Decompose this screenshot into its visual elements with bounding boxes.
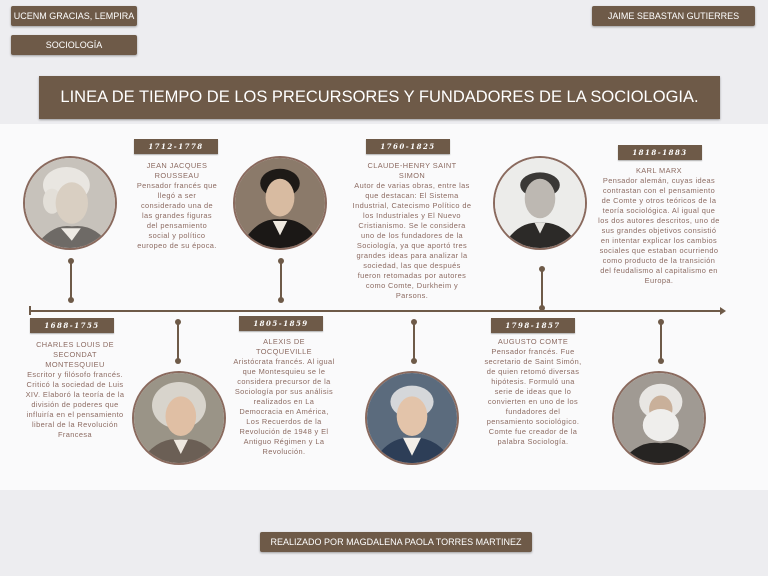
entry-comte-name: AUGUSTO COMTE	[497, 337, 569, 346]
entry-comte-description: Pensador francés. Fue secretario de Saint Simón, de quien retomó diversas hipótesis. Formuló una serie de ideas que lo convierten en uno de los fundadores del pensamiento sociológico. Comte fue creador de la palabra Sociología.	[484, 347, 582, 446]
entry-tocqueville-name: ALEXIS DE TOCQUEVILLE	[255, 337, 312, 356]
entry-saint-simon	[352, 161, 472, 301]
stem-comte	[541, 270, 543, 308]
portrait-rousseau-icon	[132, 371, 226, 465]
page-title: LINEA DE TIEMPO DE LOS PRECURSORES Y FUNDADORES DE LA SOCIOLOGIA.	[39, 76, 720, 119]
timeline-axis-start	[29, 306, 31, 315]
entry-rousseau-name: JEAN JACQUES ROUSSEAU	[146, 161, 208, 180]
stem-dot	[411, 358, 417, 364]
entry-tocqueville-description: Aristócrata francés. Al igual que Montesquieu se le considera precursor de la Sociología por sus análisis realizados en La Democracia en América, Los Recuerdos de la Revolución de 1948 y El Antiguo Régimen y La Revolución.	[233, 357, 335, 456]
stem-montesquieu	[70, 262, 72, 300]
timeline-axis	[30, 310, 723, 312]
entry-marx-name: KARL MARX	[635, 166, 683, 175]
entry-montesquieu-name: CHARLES LOUIS DE SECONDAT MONTESQUIEU	[36, 340, 114, 369]
stem-marx	[660, 323, 662, 361]
entry-comte	[484, 337, 582, 447]
subject-label: SOCIOLOGÍA	[11, 35, 137, 55]
entry-montesquieu-description: Escritor y filósofo francés. Criticó la sociedad de Luis XIV. Elaboró la teoría de la división de poderes que influiría en el pensamiento liberal de la Revolución Francesa	[25, 370, 125, 439]
stem-dot	[411, 319, 417, 325]
timeline-arrow-icon	[720, 307, 726, 315]
stem-dot	[68, 297, 74, 303]
date-tocqueville: 1805-1859	[239, 316, 323, 331]
portrait-tocqueville-icon	[233, 156, 327, 250]
entry-marx	[598, 166, 720, 286]
date-saint-simon: 1760-1825	[366, 139, 450, 154]
date-montesquieu: 1688-1755	[30, 318, 114, 333]
date-comte: 1798-1857	[491, 318, 575, 333]
entry-rousseau	[136, 161, 218, 251]
stem-dot	[539, 266, 545, 272]
footer-credit: REALIZADO POR MAGDALENA PAOLA TORRES MARTINEZ	[260, 532, 532, 552]
portrait-marx-icon	[612, 371, 706, 465]
student-label: JAIME SEBASTAN GUTIERRES	[592, 6, 755, 26]
entry-saint-simon-description: Autor de varias obras, entre las que destacan: El Sistema Industrial, Catecismo Político de los Industriales y El Nuevo Cristianismo. Se le considera uno de los fundadores de la Sociología, ya que aportó tres grandes ideas para analizar la sociedad, las que después fueron retomadas por autores como Comte, Durkheim y Parsons.	[352, 181, 472, 300]
stem-dot	[278, 258, 284, 264]
stem-dot	[68, 258, 74, 264]
stem-dot	[658, 319, 664, 325]
school-label: UCENM GRACIAS, LEMPIRA	[11, 6, 137, 26]
stem-tocqueville	[280, 262, 282, 300]
portrait-saint-simon-icon	[365, 371, 459, 465]
stem-dot	[175, 358, 181, 364]
date-rousseau: 1712-1778	[134, 139, 218, 154]
stem-dot	[539, 305, 545, 311]
portrait-montesquieu-icon	[23, 156, 117, 250]
entry-tocqueville	[232, 337, 336, 457]
stem-dot	[658, 358, 664, 364]
entry-montesquieu	[20, 340, 130, 440]
stem-dot	[175, 319, 181, 325]
portrait-comte-icon	[493, 156, 587, 250]
date-marx: 1818-1883	[618, 145, 702, 160]
entry-marx-description: Pensador alemán, cuyas ideas contrastan con el pensamiento de Comte y otros teóricos de la teoría sociológica. Al igual que los dos autores descritos, uno de sus grandes objetivos consistió en intentar explicar los cambios sociales que estaban ocurriendo como producto de la transición del feudalismo al capitalismo en Europa.	[598, 176, 720, 285]
stem-rousseau	[177, 323, 179, 361]
stem-dot	[278, 297, 284, 303]
entry-rousseau-description: Pensador francés que llegó a ser considerado una de las grandes figuras del pensamiento social y político europeo de su época.	[136, 181, 218, 250]
entry-saint-simon-name: CLAUDE-HENRY SAINT SIMON	[367, 161, 457, 180]
stem-saint-simon	[413, 323, 415, 361]
